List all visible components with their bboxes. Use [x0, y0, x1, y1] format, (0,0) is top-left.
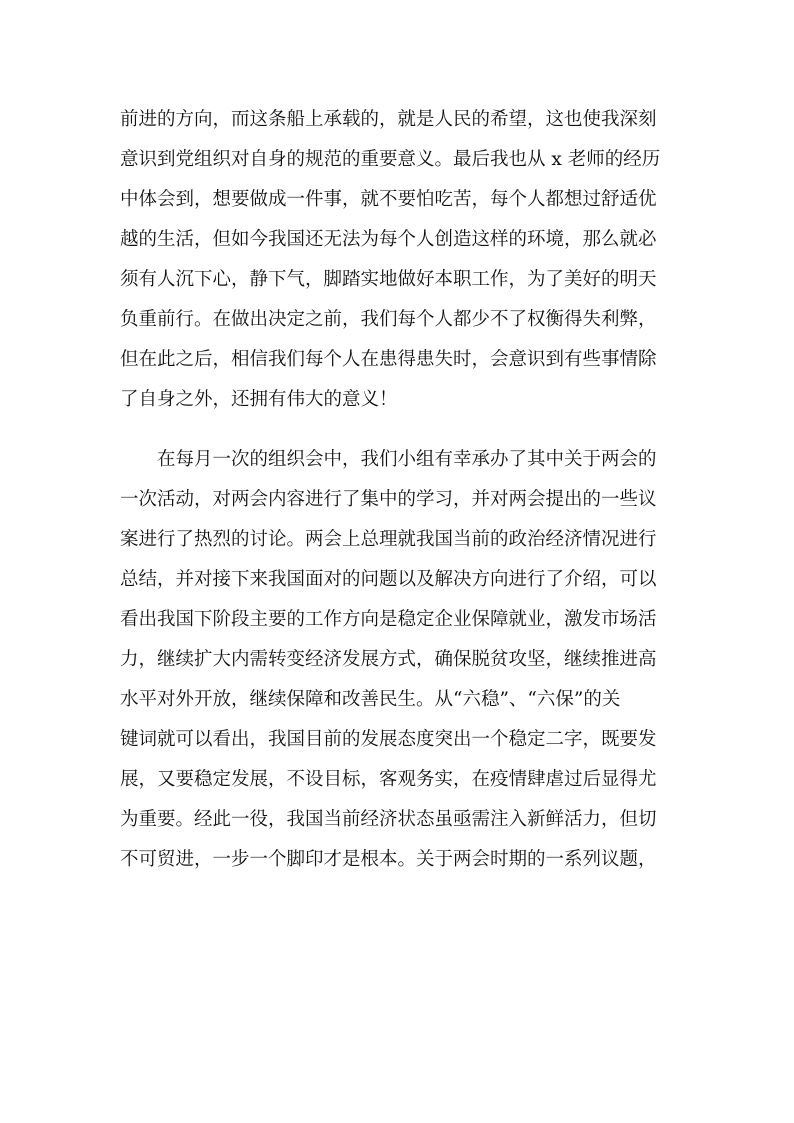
- paragraph-2: [120, 440, 690, 880]
- text-line: 中体会到，想要做成一件事，就不要怕吃苦，每个人都想过舒适优: [120, 189, 657, 210]
- text-line: 展，又要稳定发展，不设目标，客观务实，在疫情肆虐过后显得尤: [120, 769, 657, 790]
- text-line: 力，继续扩大内需转变经济发展方式，确保脱贫攻坚，继续推进高: [120, 649, 657, 670]
- text-line: 一次活动，对两会内容进行了集中的学习，并对两会提出的一些议: [120, 489, 657, 510]
- text-line: 前进的方向，而这条船上承载的，就是人民的希望，这也使我深刻: [120, 109, 657, 130]
- text-line: 水平对外开放，继续保障和改善民生。从“六稳”、“六保”的关: [120, 689, 621, 710]
- document-body: [120, 100, 690, 880]
- text-line: 须有人沉下心，静下气，脚踏实地做好本职工作，为了美好的明天: [120, 269, 657, 290]
- text-line: 意识到党组织对自身的规范的重要意义。最后我也从 x 老师的经历: [120, 149, 661, 170]
- text-line: 案进行了热烈的讨论。两会上总理就我国当前的政治经济情况进行: [120, 529, 657, 550]
- text-line: 不可贸进，一步一个脚印才是根本。关于两会时期的一系列议题，: [120, 849, 657, 870]
- text-line: 总结，并对接下来我国面对的问题以及解决方向进行了介绍，可以: [120, 569, 657, 590]
- text-line: 了自身之外，还拥有伟大的意义！: [120, 389, 398, 410]
- text-line: 键词就可以看出，我国目前的发展态度突出一个稳定二字，既要发: [120, 729, 657, 750]
- text-line: 越的生活，但如今我国还无法为每个人创造这样的环境，那么就必: [120, 229, 657, 250]
- text-line: 负重前行。在做出决定之前，我们每个人都少不了权衡得失利弊，: [120, 309, 657, 330]
- paragraph-spacer: [120, 420, 690, 440]
- paragraph-1: [120, 100, 690, 420]
- text-line: 在每月一次的组织会中，我们小组有幸承办了其中关于两会的: [157, 449, 657, 470]
- text-line: 看出我国下阶段主要的工作方向是稳定企业保障就业，激发市场活: [120, 609, 657, 630]
- text-line: 为重要。经此一役，我国当前经济状态虽亟需注入新鲜活力，但切: [120, 809, 657, 830]
- text-line: 但在此之后，相信我们每个人在患得患失时，会意识到有些事情除: [120, 349, 657, 370]
